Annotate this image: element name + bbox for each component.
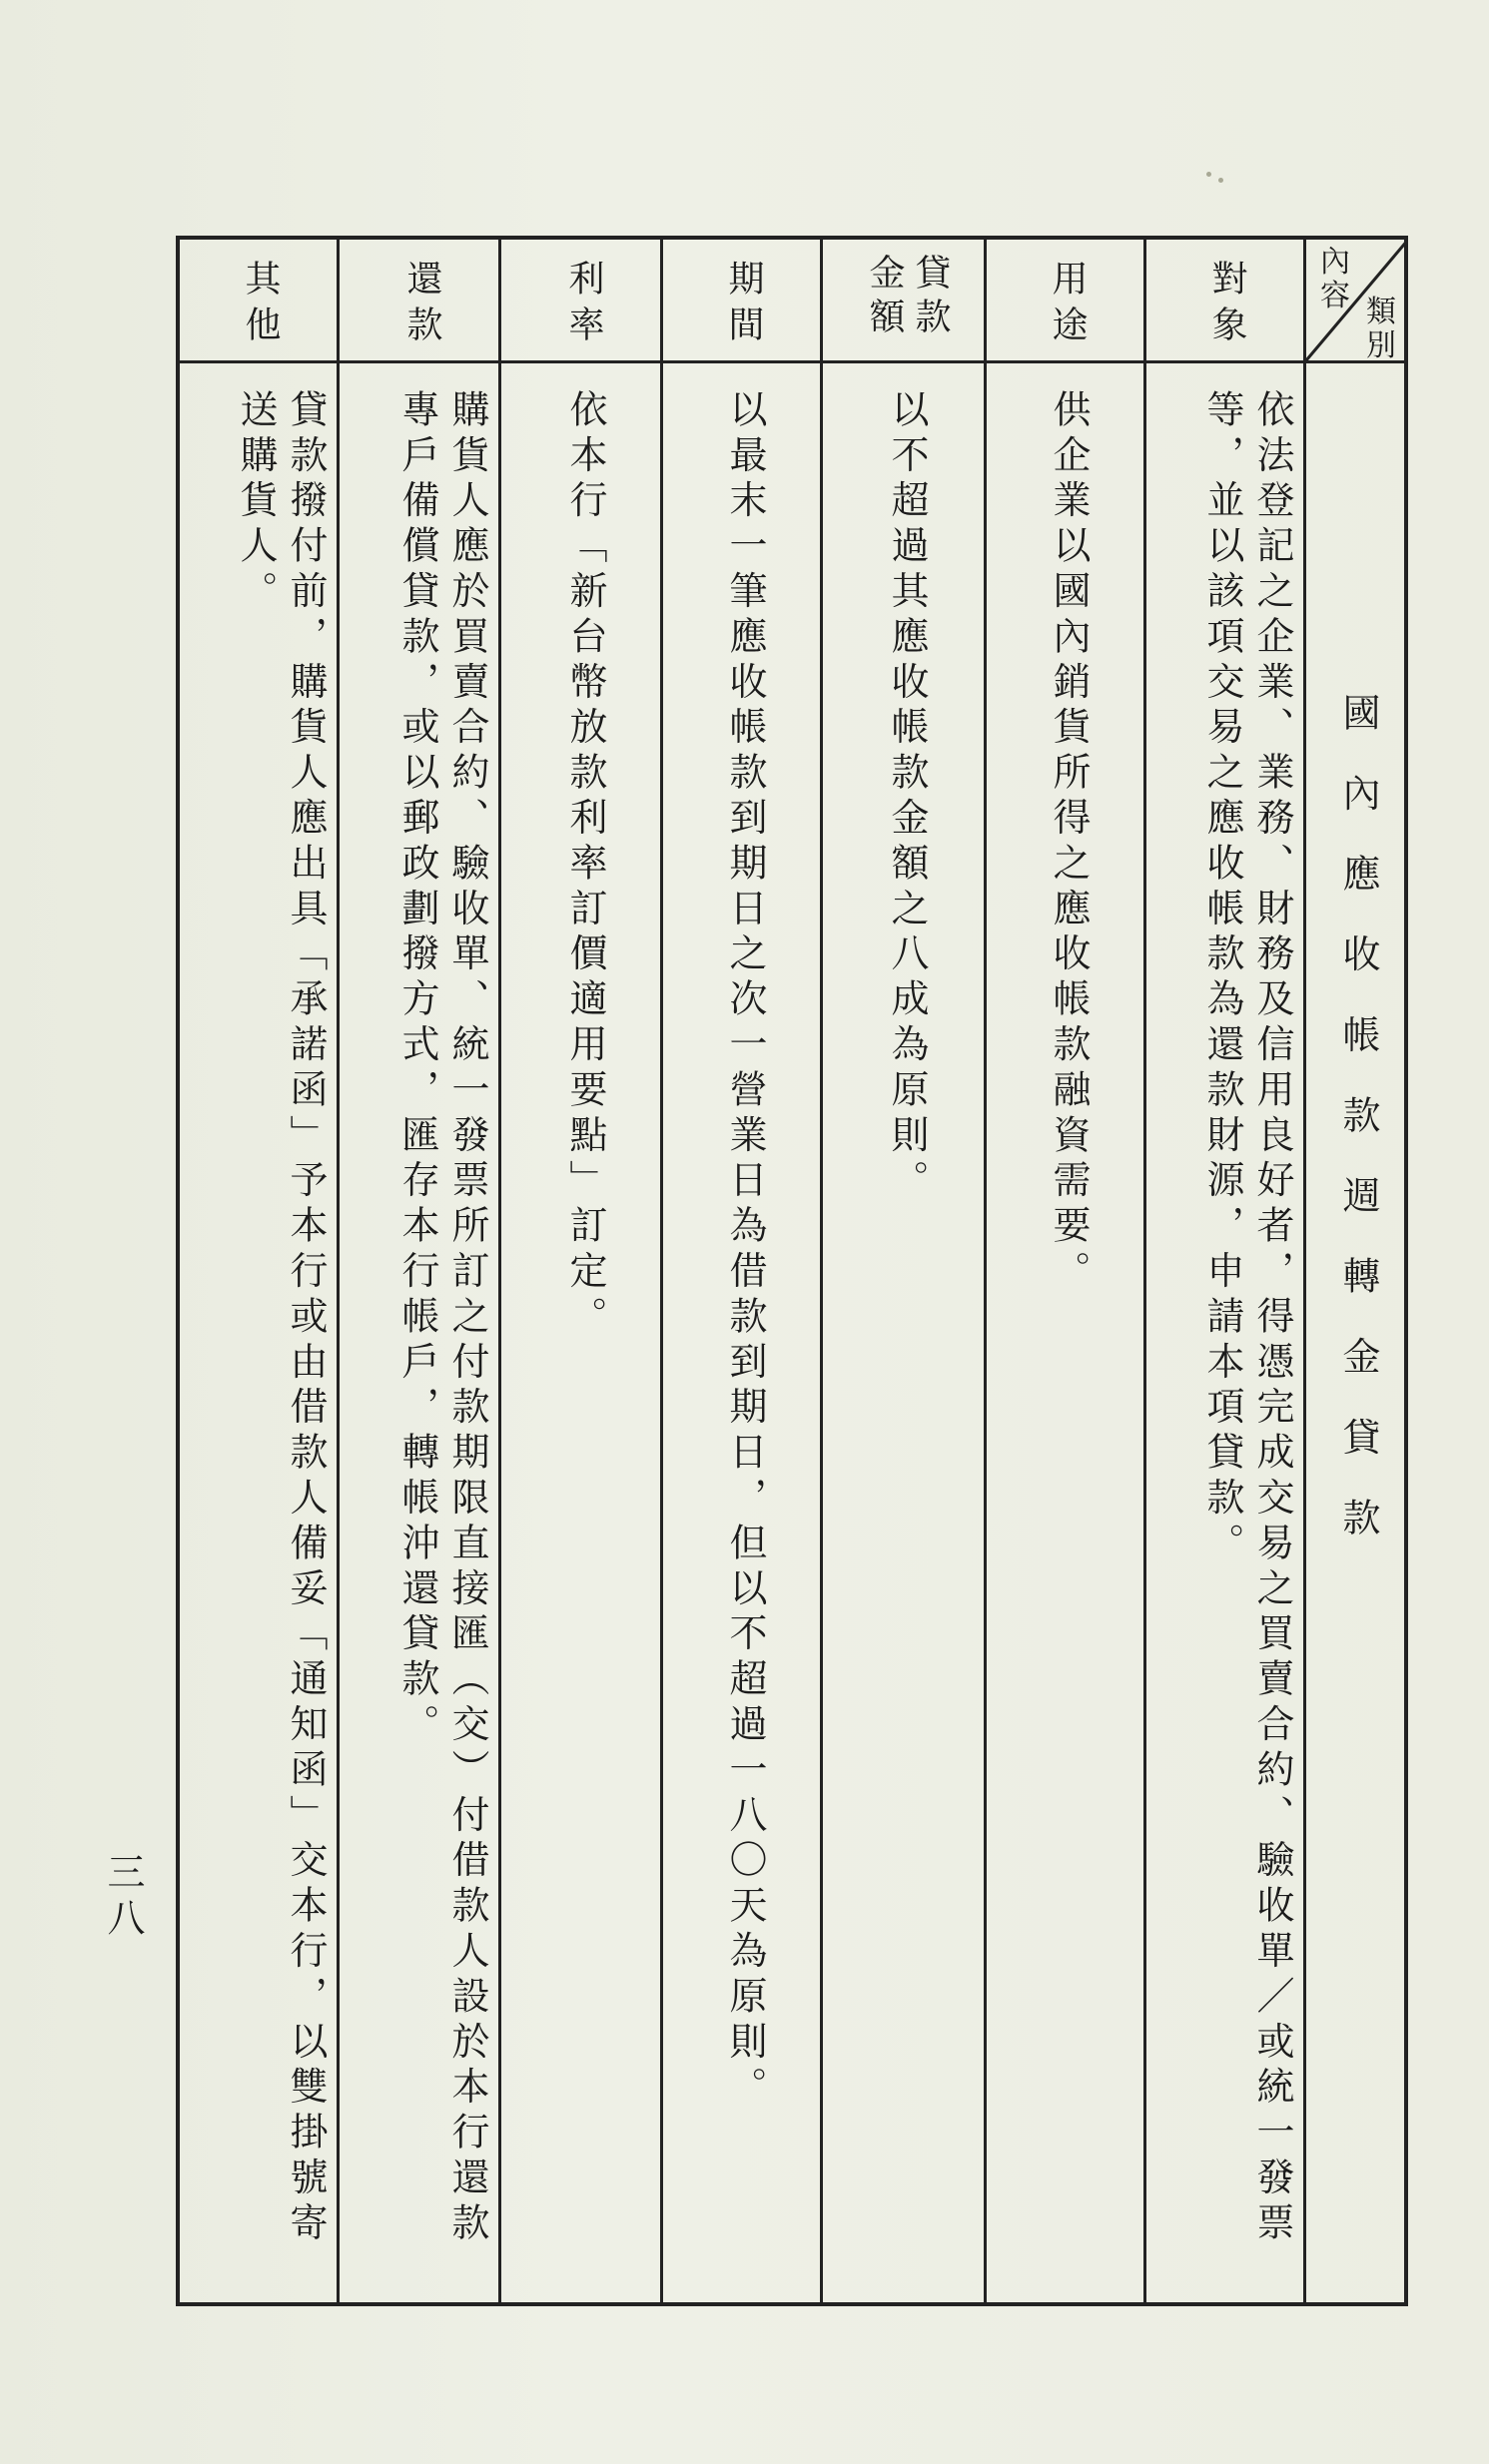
header-use <box>987 240 1143 363</box>
corner-top-label: 內容 <box>1320 245 1350 313</box>
cell-target: 依法登記之企業、業務、財務及信用良好者，得憑完成交易之買賣合約、驗收單／或統一發票等，並以該項交易之應收帳款為還款財源，申請本項貸款。 <box>1200 389 1294 2248</box>
header-target <box>1146 240 1303 363</box>
header-other-label: 其他 <box>240 260 281 351</box>
header-target-label: 對象 <box>1206 260 1247 351</box>
column-repay <box>340 240 501 2302</box>
corner-bottom-label: 類別 <box>1366 295 1396 363</box>
paper-speck <box>1218 178 1223 183</box>
cell-repay: 購貨人應於買賣合約、驗收單、統一發票所訂之付款期限直接匯（交）付借款人設於本行還款專戶備償貸款，或以郵政劃撥方式，匯存本行帳戶，轉帳沖還貸款。 <box>395 389 489 2248</box>
cell-rate: 依本行「新台幣放款利率訂價適用要點」訂定。 <box>563 389 607 1342</box>
cell-period: 以最末一筆應收帳款到期日之次一營業日為借款到期日，但以不超過一八〇天為原則。 <box>723 389 767 2113</box>
column-amount <box>823 240 987 2302</box>
paper-speck <box>1206 172 1211 177</box>
header-use-label: 用途 <box>1047 260 1088 351</box>
cell-use: 供企業以國內銷貨所得之應收帳款融資需要。 <box>1047 389 1091 1296</box>
header-rate <box>501 240 660 363</box>
header-rate-label: 利率 <box>563 260 604 351</box>
cell-amount: 以不超過其應收帳款金額之八成為原則。 <box>885 389 929 1206</box>
loan-table <box>176 236 1408 2306</box>
header-amount <box>823 240 984 363</box>
column-target <box>1146 240 1306 2302</box>
category-title: 國內應收帳款週轉金貸款 <box>1336 693 1380 1578</box>
column-category <box>1306 240 1408 2302</box>
header-repay <box>340 240 498 363</box>
cell-other: 貸款撥付前，購貨人應出具「承諾函」予本行或由借款人備妥「通知函」交本行，以雙掛號寄送購貨人。 <box>234 389 328 2248</box>
header-period-label: 期間 <box>723 260 764 351</box>
column-period <box>663 240 823 2302</box>
header-period <box>663 240 820 363</box>
column-use <box>987 240 1146 2302</box>
header-repay-label: 還款 <box>401 260 442 351</box>
column-other <box>180 240 340 2302</box>
header-amount-label: 貸款金額 <box>864 254 951 341</box>
header-other <box>180 240 337 363</box>
header-corner <box>1306 240 1408 363</box>
column-rate <box>501 240 663 2302</box>
page-number: 三八 <box>101 1852 145 1944</box>
